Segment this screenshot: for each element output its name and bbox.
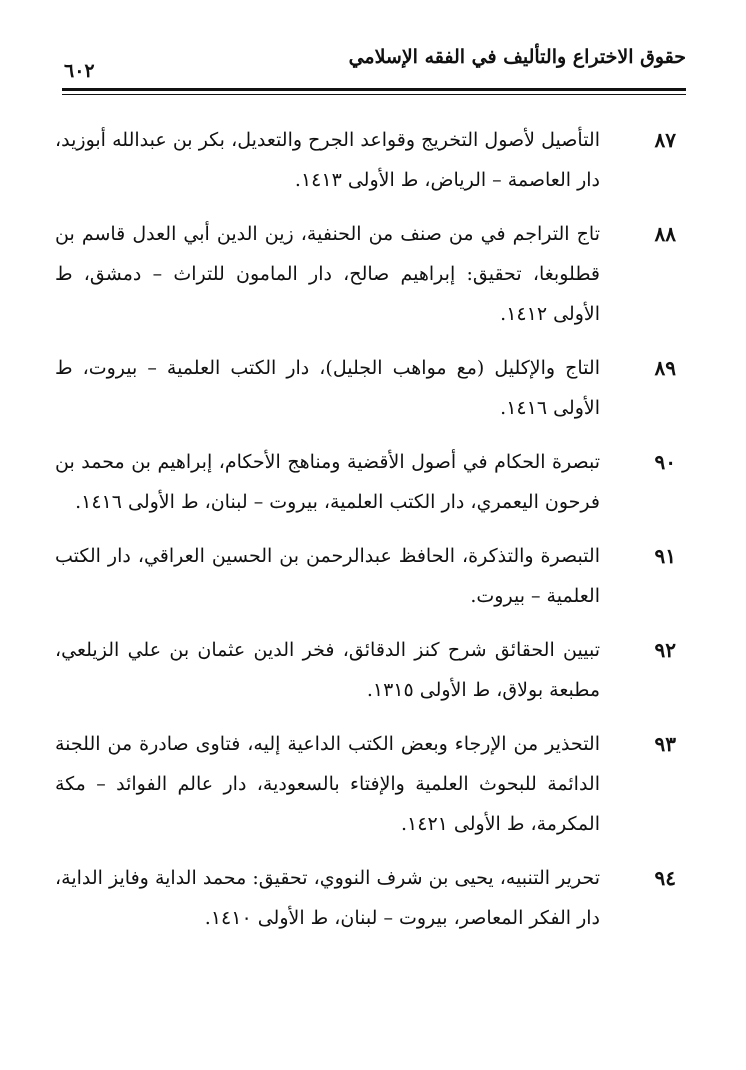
bibliography-entry: [55, 214, 686, 334]
entry-text: تبصرة الحكام في أصول الأقضية ومناهج الأحكام، إبراهيم بن محمد بن فرحون اليعمري، دار الكتب العلمية، بيروت – لبنان، ط الأولى ١٤١٦.: [55, 451, 600, 513]
bibliography-entry: [55, 630, 686, 710]
bibliography-entry: [55, 348, 686, 428]
entry-number: ٨٨: [654, 222, 676, 246]
entry-text: التأصيل لأصول التخريج وقواعد الجرح والتعديل، بكر بن عبدالله أبوزيد، دار العاصمة – الرياض، ط الأولى ١٤١٣.: [55, 129, 600, 191]
entry-number: ٨٩: [654, 356, 676, 380]
entry-text: التبصرة والتذكرة، الحافظ عبدالرحمن بن الحسين العراقي، دار الكتب العلمية – بيروت.: [55, 545, 600, 607]
entry-text: تاج التراجم في من صنف من الحنفية، زين الدين أبي العدل قاسم بن قطلوبغا، تحقيق: إبراهيم صالح، دار المامون للتراث – دمشق، ط الأولى ١٤١٢.: [55, 223, 600, 325]
entry-number: ٩٢: [654, 638, 676, 662]
entry-number: ٩٣: [654, 732, 676, 756]
bibliography-entry: [55, 858, 686, 938]
entry-text: تبيين الحقائق شرح كنز الدقائق، فخر الدين عثمان بن علي الزيلعي، مطبعة بولاق، ط الأولى ١٣١٥.: [55, 639, 600, 701]
header-title: حقوق الاختراع والتأليف في الفقه الإسلامي: [348, 46, 686, 68]
bibliography-entry: [55, 536, 686, 616]
entry-text: تحرير التنبيه، يحيى بن شرف النووي، تحقيق: محمد الداية وفايز الداية، دار الفكر المعاصر، بيروت – لبنان، ط الأولى ١٤١٠.: [55, 867, 600, 929]
header-rule-thin: [62, 94, 686, 95]
bibliography-entry: [55, 442, 686, 522]
entry-number: ٨٧: [654, 128, 676, 152]
page-number: ٦٠٢: [64, 60, 95, 82]
running-header: [62, 44, 686, 80]
entry-text: التاج والإكليل (مع مواهب الجليل)، دار الكتب العلمية – بيروت، ط الأولى ١٤١٦.: [55, 357, 600, 419]
bibliography-entry: [55, 120, 686, 200]
entry-text: التحذير من الإرجاء وبعض الكتب الداعية إليه، فتاوى صادرة من اللجنة الدائمة للبحوث العلمية والإفتاء بالسعودية، دار عالم الفوائد – مكة المكرمة، ط الأولى ١٤٢١.: [55, 733, 600, 835]
bibliography-entry: [55, 724, 686, 844]
entry-number: ٩٤: [654, 866, 676, 890]
entry-number: ٩١: [654, 544, 676, 568]
header-rule-thick: [62, 88, 686, 91]
bibliography-list: [55, 120, 686, 952]
entry-number: ٩٠: [654, 450, 676, 474]
